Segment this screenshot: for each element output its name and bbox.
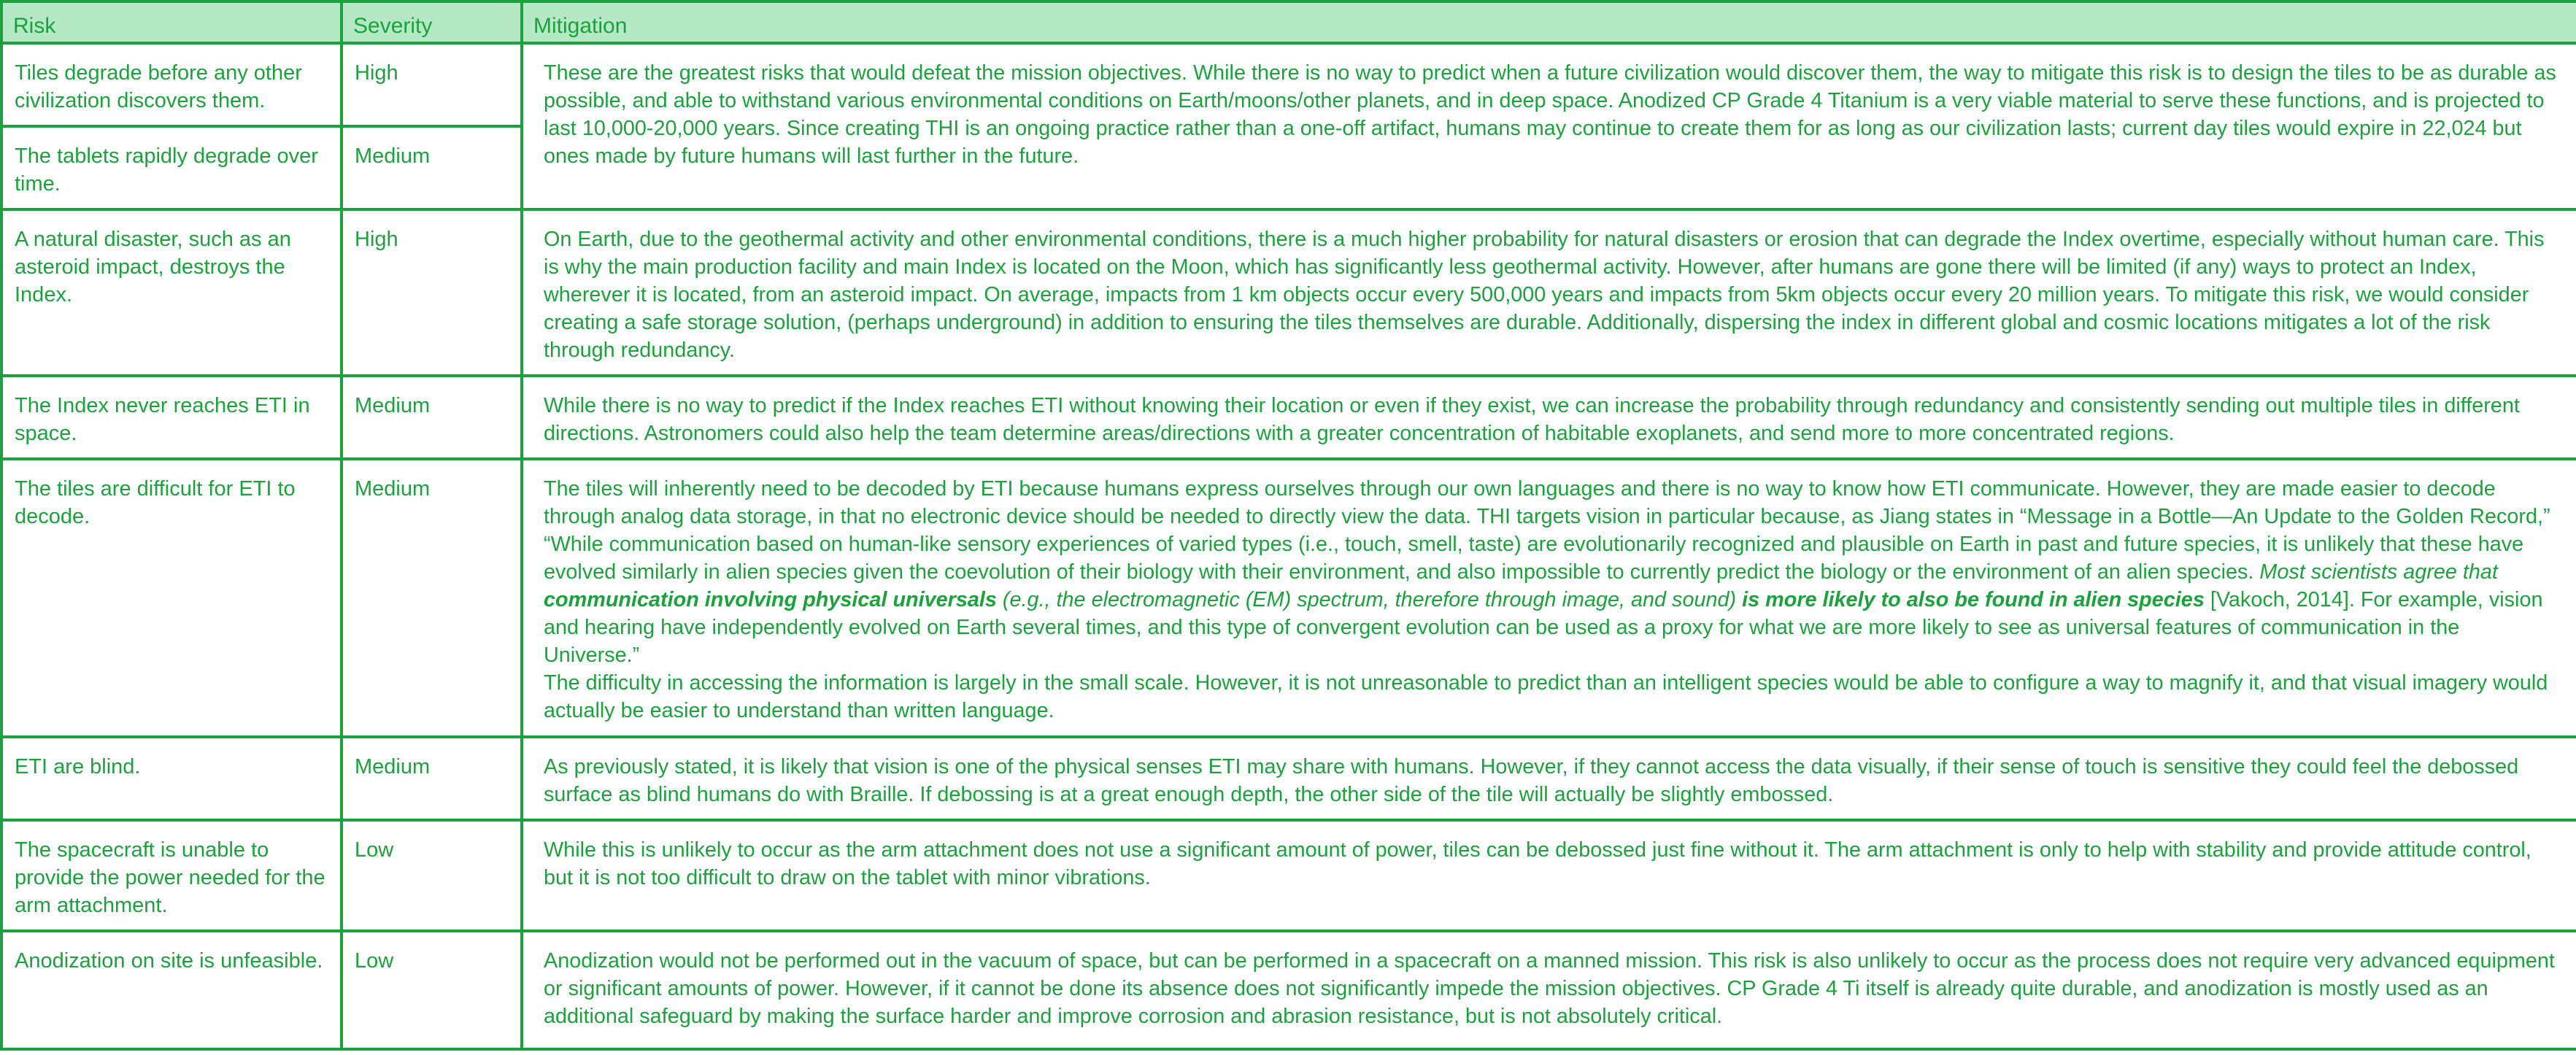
table-row [1,209,2576,376]
mitigation-cell: On Earth, due to the geothermal activity and other environmental conditions, there is a much higher probability for natural disasters or erosion that can degrade the Index overtime, especially without human care. This is why the main production facility and main Index is located on the Moon, which has significantly less geothermal activity. However, after humans are gone there will be limited (if any) ways to protect an Index, wherever it is located, from an asteroid impact. On average, impacts from 1 km objects occur every 500,000 years and impacts from 5km objects occur every 20 million years. To mitigate this risk, we would consider creating a safe storage solution, (perhaps underground) in addition to ensuring the tiles themselves are durable. Additionally, dispersing the index in different global and cosmic locations mitigates a lot of the risk through redundancy. [522,209,2576,376]
table-row [1,459,2576,737]
risk-cell: The spacecraft is unable to provide the power needed for the arm attachment. [1,820,342,931]
table-row [1,376,2576,459]
emphasis-text: communication involving physical universals [544,588,997,611]
table-row [1,737,2576,820]
risk-cell: The tiles are difficult for ETI to decode. [1,459,342,737]
mitigation-cell: While this is unlikely to occur as the arm attachment does not use a significant amount of power, tiles can be debossed just fine without it. The arm attachment is only to help with stability and provide attitude control, but it is not too difficult to draw on the tablet with minor vibrations. [522,820,2576,931]
severity-cell: High [342,209,522,376]
mitigation-cell: While there is no way to predict if the Index reaches ETI without knowing their location or even if they exist, we can increase the probability through redundancy and consistently sending out multiple tiles in different directions. Astronomers could also help the team determine areas/directions with a greater concentration of habitable exoplanets, and send more to more concentrated regions. [522,376,2576,459]
mitigation-paragraph: The difficulty in accessing the information is largely in the small scale. However, it is not unreasonable to predict than an intelligent species would be able to configure a way to magnify it, and that visual imagery would actually be easier to understand than written language. [544,671,2548,722]
mitigation-cell [522,459,2576,737]
severity-cell: High [342,43,522,126]
table-row [1,820,2576,931]
quoted-italic-text: Most scientists agree that [2259,560,2498,584]
severity-cell: Medium [342,376,522,459]
risk-cell: The tablets rapidly degrade over time. [1,126,342,209]
severity-cell: Medium [342,737,522,820]
table-row [1,43,2576,126]
quoted-italic-text: (e.g., the electromagnetic (EM) spectrum, therefore through image, and sound) [996,588,1743,611]
header-mitigation: Mitigation [522,1,2576,43]
severity-cell: Medium [342,126,522,209]
mitigation-paragraph [544,475,2558,669]
header-risk: Risk [1,1,342,43]
severity-cell: Low [342,820,522,931]
risk-cell: The Index never reaches ETI in space. [1,376,342,459]
mitigation-cell: Anodization would not be performed out in the vacuum of space, but can be performed in a spacecraft on a manned mission. This risk is also unlikely to occur as the process does not require very advanced equipment or significant amounts of power. However, if it cannot be done its absence does not significantly impede the mission objectives. CP Grade 4 Ti itself is already quite durable, and anodization is mostly used as an additional safeguard by making the surface harder and improve corrosion and abrasion resistance, but is not absolutely critical. [522,931,2576,1049]
table-header-row [1,1,2576,43]
table-row [1,931,2576,1049]
mitigation-text: [Vakoch, 2014]. For example, vision and hearing have independently evolved on Earth several times, and this type of convergent evolution can be used as a proxy for what we are more likely to see as universal features of communication in the Universe.” [544,588,2543,667]
mitigation-cell: As previously stated, it is likely that vision is one of the physical senses ETI may share with humans. However, if they cannot access the data visually, if their sense of touch is sensitive they could feel the debossed surface as blind humans do with Braille. If debossing is at a great enough depth, the other side of the tile will actually be slightly embossed. [522,737,2576,820]
risk-cell: Anodization on site is unfeasible. [1,931,342,1049]
mitigation-cell: These are the greatest risks that would defeat the mission objectives. While there is no way to predict when a future civilization would discover them, the way to mitigate this risk is to design the tiles to be as durable as possible, and able to withstand various environmental conditions on Earth/moons/other planets, and in deep space. Anodized CP Grade 4 Titanium is a very viable material to serve these functions, and is projected to last 10,000-20,000 years. Since creating THI is an ongoing practice rather than a one-off artifact, humans may continue to create them for as long as our civilization lasts; current day tiles would expire in 22,024 but ones made by future humans will last further in the future. [522,43,2576,209]
emphasis-text: is more likely to also be found in alien species [1742,588,2205,611]
header-severity: Severity [342,1,522,43]
risk-cell: ETI are blind. [1,737,342,820]
severity-cell: Low [342,931,522,1049]
risk-cell: Tiles degrade before any other civilization discovers them. [1,43,342,126]
severity-cell: Medium [342,459,522,737]
risk-cell: A natural disaster, such as an asteroid impact, destroys the Index. [1,209,342,376]
mitigation-text: The tiles will inherently need to be decoded by ETI because humans express ourselves through our own languages and there is no way to know how ETI communicate. However, they are made easier to decode through analog data storage, in that no electronic device should be needed to directly view the data. THI targets vision in particular because, as Jiang states in “Message in a Bottle—An Update to the Golden Record,” “While communication based on human-like sensory experiences of varied types (i.e., touch, smell, taste) are evolutionarily recognized and plausible on Earth in past and future species, it is unlikely that these have evolved similarly in alien species given the coevolution of their biology with their environment, and also impossible to currently predict the biology or the environment of an alien species. [544,477,2550,584]
